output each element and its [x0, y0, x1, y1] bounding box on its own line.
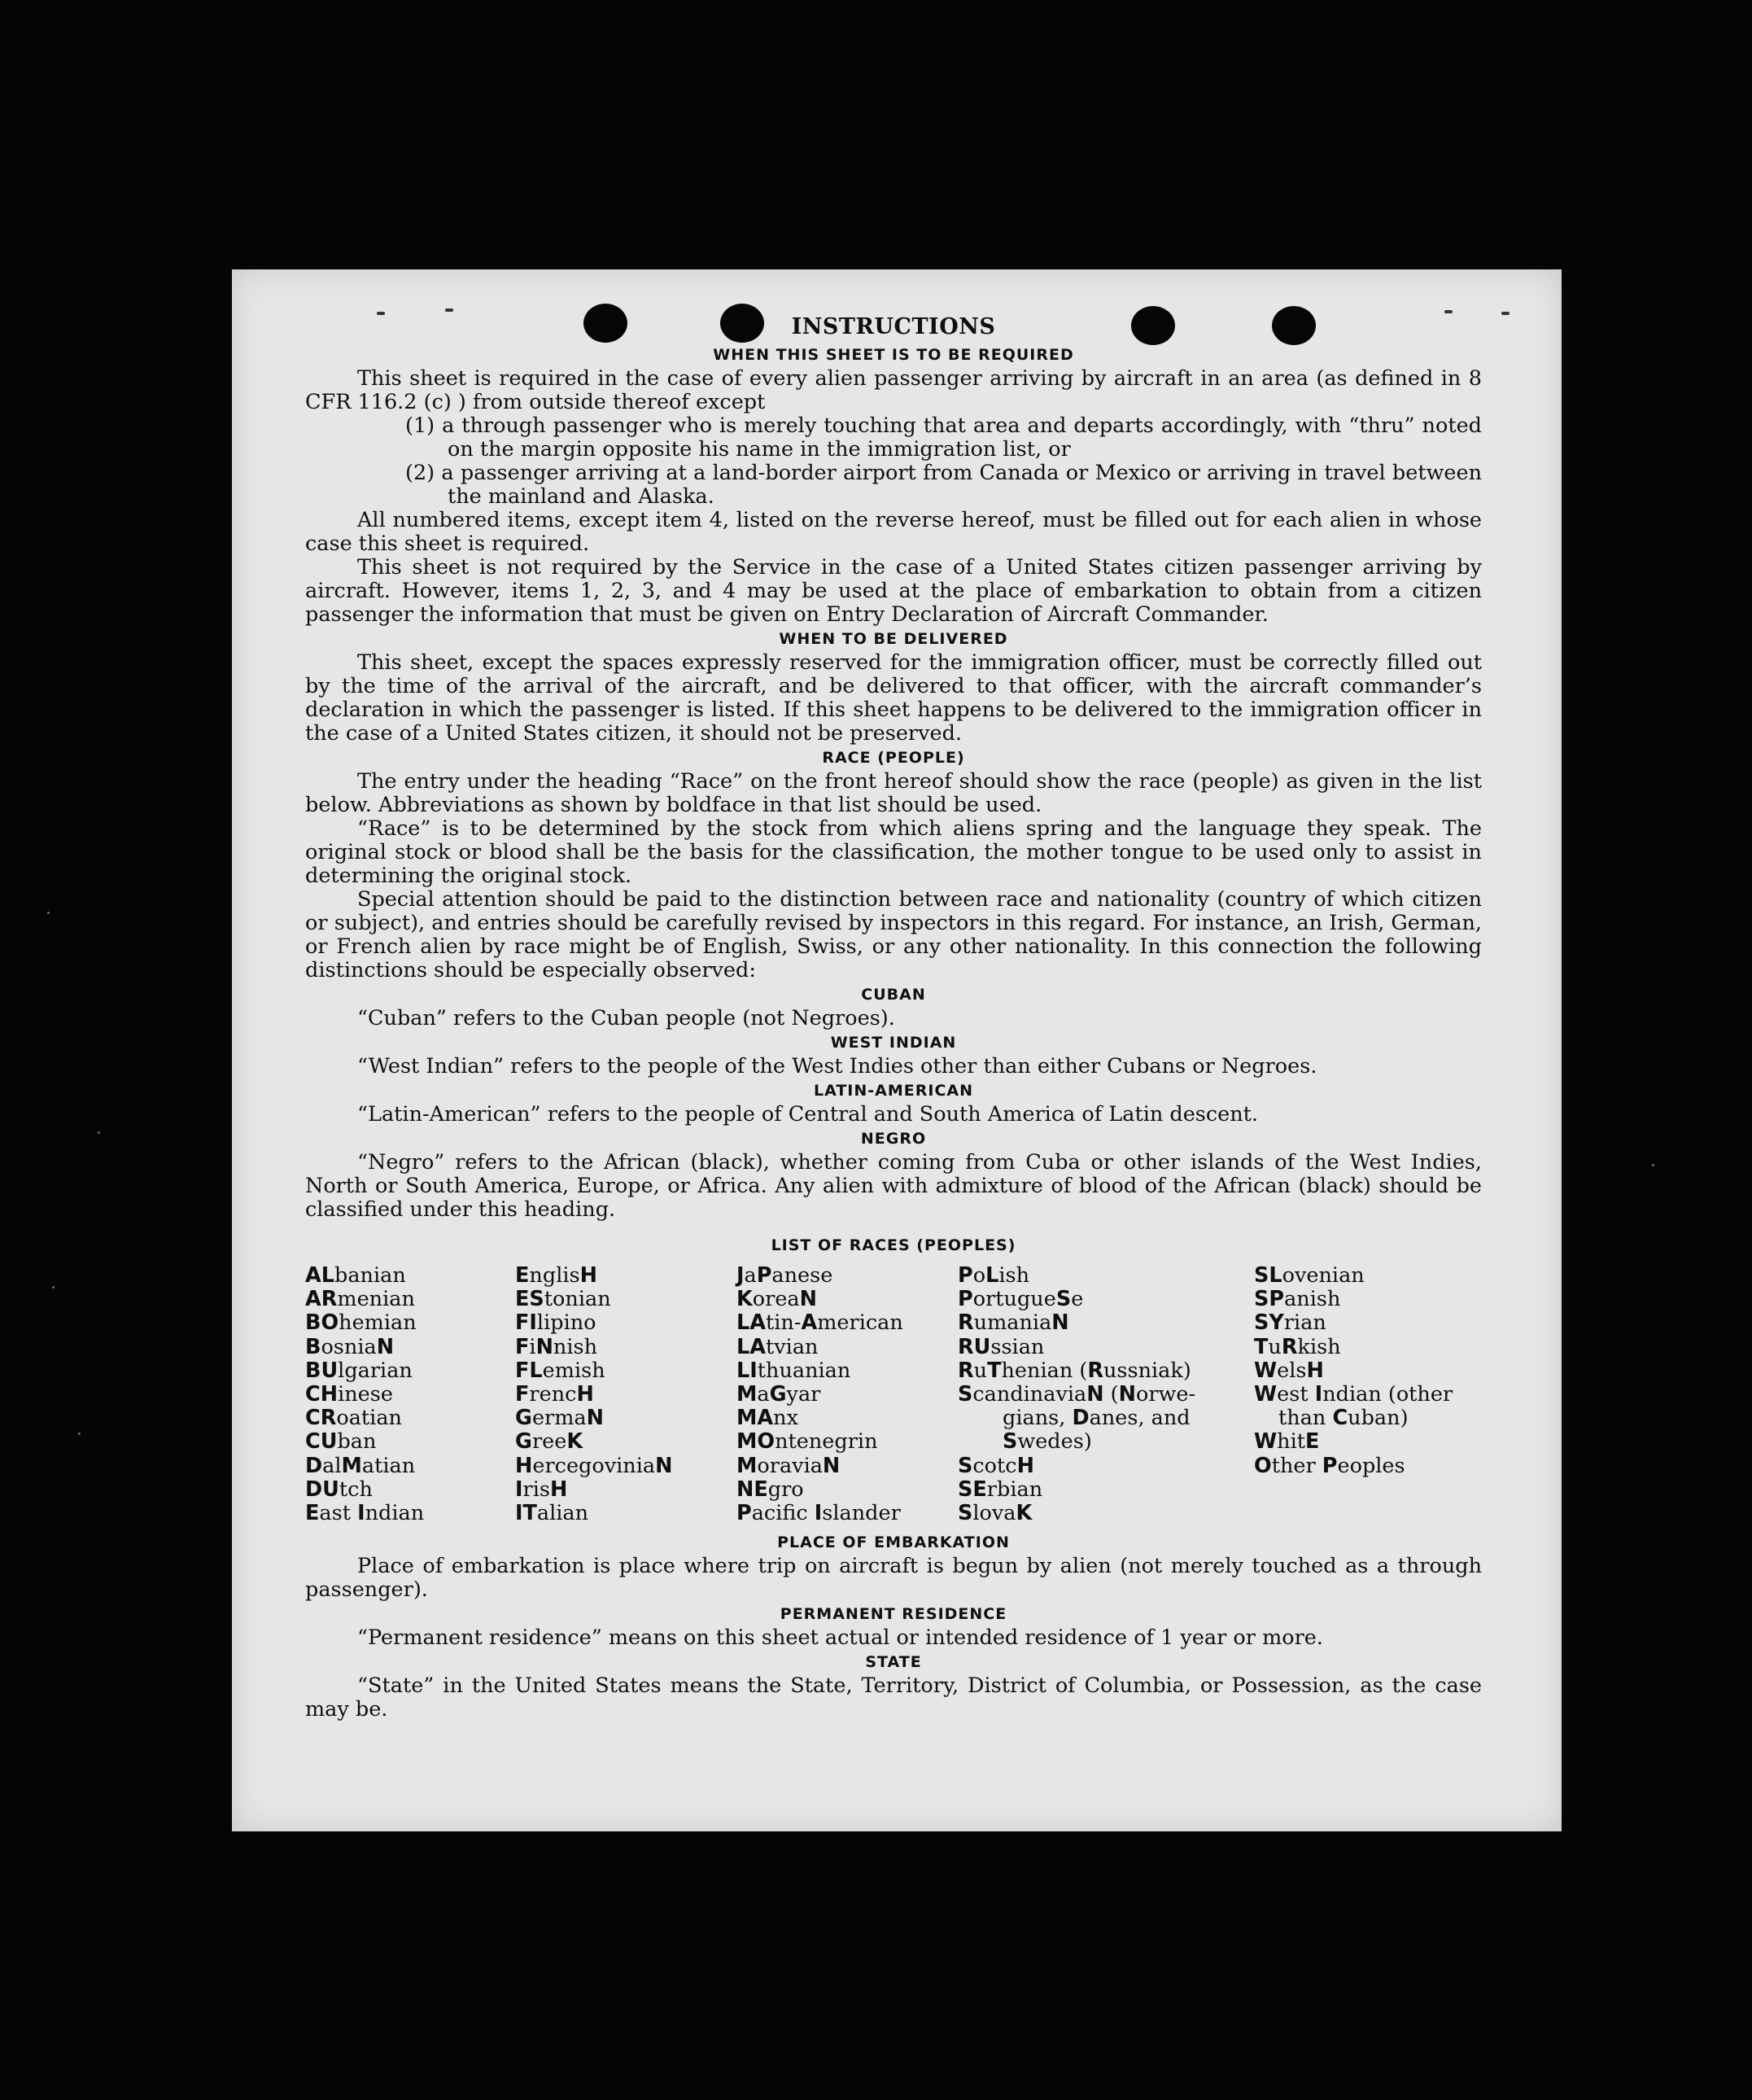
race-entry: FrencH [515, 1382, 594, 1407]
race-entry: HercegoviniaN [515, 1453, 673, 1478]
paragraph: The entry under the heading “Race” on the front hereof should show the race (people) as given in the list below. Abbreviations as shown by boldface in that list should be used. [305, 769, 1482, 817]
race-entry: SlovaK [958, 1501, 1033, 1526]
race-entry: MoraviaN [736, 1453, 841, 1478]
races-table [305, 1264, 1482, 1525]
race-entry: DalMatian [305, 1453, 416, 1478]
dust-speck [78, 1433, 81, 1435]
race-entry: CUban [305, 1429, 377, 1455]
paragraph: “Permanent residence” means on this sheet actual or intended residence of 1 year or more. [357, 1625, 1323, 1651]
race-entry: PoLish [958, 1263, 1029, 1288]
race-entry: JaPanese [736, 1263, 833, 1288]
races-column [515, 1264, 736, 1525]
heading-west-indian: WEST INDIAN [830, 1034, 957, 1052]
races-column [958, 1264, 1254, 1525]
paragraph: All numbered items, except item 4, listed on the reverse hereof, must be filled out for each alien in whose case this sheet is required. [305, 508, 1482, 556]
race-entry: LIthuanian [736, 1358, 851, 1383]
document-body [305, 315, 1482, 1722]
races-column [305, 1264, 515, 1525]
scan-mark [445, 308, 453, 312]
race-entry: RumaniaN [958, 1310, 1069, 1336]
race-entry: SYrian [1254, 1310, 1326, 1336]
race-entry: IrisH [515, 1477, 568, 1502]
race-entry: WelsH [1254, 1358, 1324, 1383]
race-entry: EStonian [515, 1287, 611, 1312]
race-entry: SLovenian [1254, 1263, 1365, 1288]
race-entry: ScotcH [958, 1453, 1034, 1478]
race-entry: GreeK [515, 1429, 583, 1455]
race-entry: LAtvian [736, 1334, 819, 1359]
dust-speck [52, 1286, 55, 1288]
paragraph: Place of embarkation is place where trip on aircraft is begun by alien (not merely touched as a through passenger). [305, 1554, 1482, 1603]
race-entry: MOntenegrin [736, 1429, 878, 1455]
paragraph: This sheet, except the spaces expressly reserved for the immigration officer, must be correctly filled out by the time of the arrival of the aircraft, and be delivered to that officer, with the aircraft commander’s declaration in which the passenger is listed. If this sheet happens to be delivered to the immigration officer in the case of a United States citizen, it should not be preserved. [305, 650, 1482, 746]
race-entry: KoreaN [736, 1287, 817, 1312]
race-entry: SPanish [1254, 1287, 1341, 1312]
race-entry: WhitE [1254, 1429, 1320, 1455]
heading-permanent-residence: PERMANENT RESIDENCE [780, 1605, 1007, 1624]
race-entry: Pacifc Islander [736, 1501, 901, 1526]
race-entry: DUtch [305, 1477, 373, 1502]
dust-speck [98, 1131, 100, 1134]
scan-mark [1501, 312, 1510, 315]
race-entry: MaGyar [736, 1382, 821, 1407]
race-entry-continued: gians, Danes, and [1003, 1406, 1191, 1431]
paragraph: “Negro” refers to the African (black), whether coming from Cuba or other islands of the West Indies, North or South America, Europe, or Africa. Any alien with admixture of blood of the African (black) should be classified under this heading. [305, 1150, 1482, 1222]
races-column [1254, 1264, 1474, 1525]
race-entry: Other Peoples [1254, 1453, 1405, 1478]
dust-speck [1652, 1164, 1654, 1166]
paragraph: “Latin-American” refers to the people of Central and South America of Latin descent. [357, 1102, 1259, 1127]
race-entry: BOhemian [305, 1310, 417, 1336]
paragraph: “West Indian” refers to the people of the West Indies other than either Cubans or Negroes. [357, 1054, 1317, 1078]
exception-item-2: (2) a passenger arriving at a land-border airport from Canada or Mexico or arriving in travel between the mainland and Alaska. [405, 461, 1482, 509]
race-entry: East Indian [305, 1501, 425, 1526]
race-entry: CRoatian [305, 1406, 402, 1431]
heading-latin-american: LATIN-AMERICAN [814, 1082, 973, 1100]
race-entry: RUssian [958, 1334, 1045, 1359]
heading-place-of-embarkation: PLACE OF EMBARKATION [777, 1533, 1010, 1552]
dust-speck [47, 912, 50, 914]
heading-state: STATE [865, 1653, 922, 1672]
race-entry: FIlipino [515, 1310, 596, 1336]
race-entry-continued: Swedes) [1003, 1429, 1092, 1455]
paragraph: “Cuban” refers to the Cuban people (not Negroes). [357, 1006, 895, 1030]
scan-mark [1444, 310, 1453, 313]
paragraph: “State” in the United States means the State, Territory, District of Columbia, or Possession, as the case may be. [305, 1673, 1482, 1722]
document-title: INSTRUCTIONS [791, 314, 996, 339]
race-entry: West Indian (other [1254, 1382, 1453, 1407]
race-entry: FLemish [515, 1358, 605, 1383]
race-entry: BUlgarian [305, 1358, 413, 1383]
race-entry-continued: than Cuban) [1278, 1406, 1409, 1431]
exception-item-1: (1) a through passenger who is merely touching that area and departs accordingly, with “thru” noted on the margin opposite his name in the immigration list, or [405, 413, 1482, 462]
race-entry: MAnx [736, 1406, 798, 1431]
race-entry: EnglisH [515, 1263, 597, 1288]
heading-when-delivered: WHEN TO BE DELIVERED [779, 630, 1008, 648]
race-entry: ScandinaviaN (Norwe- [958, 1382, 1196, 1407]
heading-list-of-races: LIST OF RACES (PEOPLES) [771, 1236, 1016, 1254]
paragraph: Special attention should be paid to the distinction between race and nationality (country of which citizen or subject), and entries should be carefully revised by inspectors in this regard. For instance, an Irish, German, or French alien by race might be of English, Swiss, or any other nationality. In this connection the following distinctions should be especially observed: [305, 887, 1482, 982]
paragraph: “Race” is to be determined by the stock from which aliens spring and the language they speak. The original stock or blood shall be the basis for the classification, the mother tongue to be used only to assist in determining the original stock. [305, 816, 1482, 888]
race-entry: BosniaN [305, 1334, 395, 1359]
heading-negro: NEGRO [860, 1130, 927, 1148]
race-entry: RuThenian (Russniak) [958, 1358, 1191, 1383]
race-entry: CHinese [305, 1382, 393, 1407]
race-entry: ALbanian [305, 1263, 406, 1288]
heading-cuban: CUBAN [861, 986, 926, 1004]
race-entry: PortugueSe [958, 1287, 1084, 1312]
document-sheet [232, 269, 1562, 1831]
race-entry: ITalian [515, 1501, 589, 1526]
race-entry: GermaN [515, 1406, 604, 1431]
paragraph: This sheet is required in the case of every alien passenger arriving by aircraft in an area (as defined in 8 CFR 116.2 (c) ) from outside thereof except [305, 366, 1482, 414]
heading-when-required: WHEN THIS SHEET IS TO BE REQUIRED [713, 346, 1074, 364]
race-entry: TuRkish [1254, 1334, 1341, 1359]
races-column [736, 1264, 958, 1525]
race-entry: FiNnish [515, 1334, 598, 1359]
race-entry: NEgro [736, 1477, 804, 1502]
race-entry: SErbian [958, 1477, 1043, 1502]
paragraph: This sheet is not required by the Service in the case of a United States citizen passenger arriving by aircraft. However, items 1, 2, 3, and 4 may be used at the place of embarkation to obtain from a citizen passenger the information that must be given on Entry Declaration of Aircraft Commander. [305, 555, 1482, 627]
race-entry: LAtin-American [736, 1310, 903, 1336]
race-entry: ARmenian [305, 1287, 415, 1312]
heading-race: RACE (PEOPLE) [822, 749, 965, 767]
